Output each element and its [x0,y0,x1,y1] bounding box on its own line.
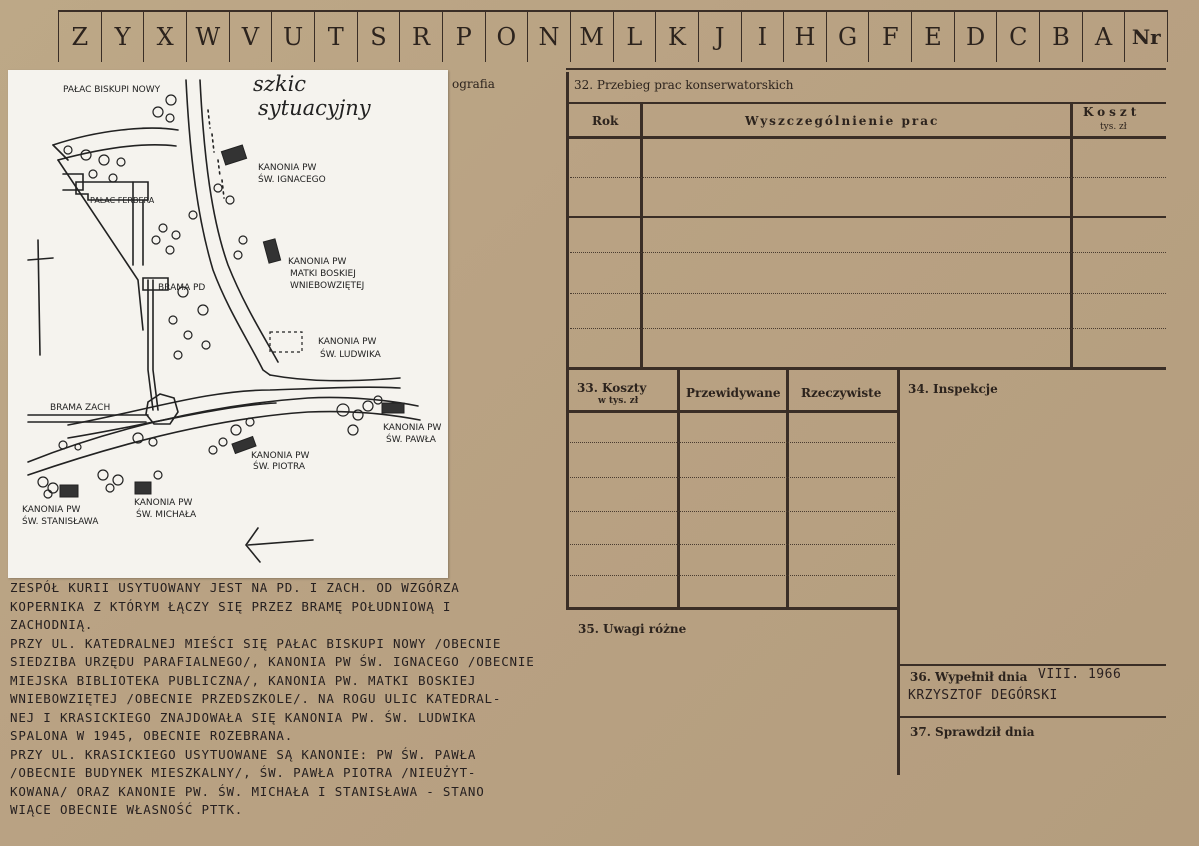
site-sketch [8,70,448,578]
index-letter: I [741,12,784,62]
index-letter: X [143,12,186,62]
index-letter: B [1039,12,1082,62]
section34-title: 34. Inspekcje [908,382,998,396]
note-line: WIĄCE OBECNIE WŁASNOŚĆ PTTK. [10,802,244,817]
note-line: KOPERNIKA Z KTÓRYM ŁĄCZY SIĘ PRZEZ BRAMĘ POŁUDNIOWĄ I [10,598,452,614]
section33-bottom [566,607,899,610]
section32-col-koszt: Koszt [1083,105,1141,119]
section32-header-bottom [566,136,1166,139]
section32-row-line [570,252,1166,253]
note-line: ZESPÓŁ KURII USYTUOWANY JEST NA PD. I ZACH. OD WZGÓRZA [10,580,460,595]
label-matki-3: WNIEBOWZIĘTEJ [290,281,365,291]
section32-header-top [566,102,1166,104]
section33-row-line [570,575,895,576]
section33-row-line [570,544,895,545]
section37-title: 37. Sprawdził dnia [910,725,1035,739]
label-brama-pd: BRAMA PD [158,283,206,293]
index-letter: N [527,12,570,62]
section36-name: KRZYSZTOF DEGÓRSKI [908,688,1058,703]
index-letter-strip [58,10,1168,60]
label-pawla-2: ŚW. PAWŁA [386,435,436,445]
section32-row-line [570,328,1166,329]
index-letter: H [783,12,826,62]
label-brama-zach: BRAMA ZACH [50,403,111,413]
form-top-border [566,68,1166,70]
note-line: PRZY UL. KATEDRALNEJ MIEŚCI SIĘ PAŁAC BISKUPI NOWY /OBECNIE [10,635,502,651]
index-letter: D [954,12,997,62]
section33-row-line [570,442,895,443]
section33-row-line [570,511,895,512]
section33-title: 33. Koszty [577,381,647,395]
section33-unit: w tys. zł [598,396,639,406]
index-letter: K [655,12,698,62]
label-piotra-1: KANONIA PW [251,451,310,461]
index-letter: W [186,12,229,62]
section33-header-bottom [566,410,897,413]
section36-title: 36. Wypełnił dnia [910,670,1028,684]
label-stanislawa-1: KANONIA PW [22,505,81,515]
label-michala-1: KANONIA PW [134,498,193,508]
index-letter: A [1082,12,1125,62]
label-ludwika-2: ŚW. LUDWIKA [320,350,381,360]
index-letter: Z [58,12,101,62]
section33-col-divider-1 [677,370,680,610]
note-line: ZACHODNIĄ. [10,617,94,632]
label-stanislawa-2: ŚW. STANISŁAWA [22,517,99,527]
index-letter: J [698,12,741,62]
section32-col-rok: Rok [592,114,619,128]
section32-col-wyszczegolnienie: Wyszczególnienie prac [745,114,940,128]
section32-bottom [566,367,1166,370]
index-letter: R [399,12,442,62]
note-line: NEJ I KRASICKIEGO ZNAJDOWAŁA SIĘ KANONIA PW. ŚW. LUDWIKA [10,709,477,725]
section33-col-rzeczywiste: Rzeczywiste [801,386,882,400]
section33-row-line [570,477,895,478]
note-line: MIEJSKA BIBLIOTEKA PUBLICZNA/, KANONIA PW. MATKI BOSKIEJ [10,672,477,688]
section32-row-line [570,177,1166,178]
note-line: /OBECNIE BUDYNEK MIESZKALNY/, ŚW. PAWŁA PIOTRA /NIEUŻYT- [10,765,477,780]
label-ignacego-1: KANONIA PW [258,163,317,173]
fotografia-label: ografia [452,77,495,91]
index-letter: L [613,12,656,62]
label-palac-ferbera: PAŁAC FERBERA [90,196,155,205]
index-letter: O [485,12,528,62]
label-pawla-1: KANONIA PW [383,423,442,433]
note-line: SPALONA W 1945, OBECNIE ROZEBRANA. [10,728,294,743]
section32-row-line [570,293,1166,294]
note-line: PRZY UL. KRASICKIEGO USYTUOWANE SĄ KANONIE: PW ŚW. PAWŁA [10,746,477,762]
section32-title: 32. Przebieg prac konserwatorskich [574,78,794,92]
index-letter: S [357,12,400,62]
section37-top [899,716,1166,718]
sketch-title-line2: sytuacyjny [258,96,371,120]
note-line: KOWANA/ ORAZ KANONIE PW. ŚW. MICHAŁA I STANISŁAWA - STANO [10,783,485,799]
index-letter: Y [101,12,144,62]
label-ludwika-1: KANONIA PW [318,337,377,347]
section32-col-koszt-unit: tys. zł [1100,122,1127,132]
index-letter: U [271,12,314,62]
note-line: WNIEBOWZIĘTEJ /OBECNIE PRZEDSZKOLE/. NA ROGU ULIC KATEDRAL- [10,691,502,706]
label-michala-2: ŚW. MICHAŁA [136,510,197,520]
section33-right-border [897,370,900,775]
section33-col-przewidywane: Przewidywane [686,386,781,400]
label-ignacego-2: ŚW. IGNACEGO [258,175,326,185]
index-letter: Nr [1124,12,1168,62]
sketch-title-line1: szkic [253,72,307,96]
section33-col-divider-2 [786,370,789,610]
index-letter: G [826,12,869,62]
label-matki-2: MATKI BOSKIEJ [290,269,356,279]
note-line: SIEDZIBA URZĘDU PARAFIALNEGO/, KANONIA PW ŚW. IGNACEGO /OBECNIE [10,654,535,669]
index-letter: E [911,12,954,62]
index-letter: P [442,12,485,62]
index-letter: C [996,12,1039,62]
section36-top [899,664,1166,666]
section36-date: VIII. 1966 [1038,667,1122,682]
label-palac-nowy: PAŁAC BISKUPI NOWY [63,85,161,95]
index-letter: F [868,12,911,62]
section35-title: 35. Uwagi różne [578,622,687,636]
label-piotra-2: ŚW. PIOTRA [253,462,306,472]
form-left-border [566,72,569,610]
index-letter: T [314,12,357,62]
section32-row-line [566,216,1166,218]
index-letter: M [570,12,613,62]
index-letter: V [229,12,272,62]
site-plan-drawing [8,70,448,578]
label-matki-1: KANONIA PW [288,257,347,267]
